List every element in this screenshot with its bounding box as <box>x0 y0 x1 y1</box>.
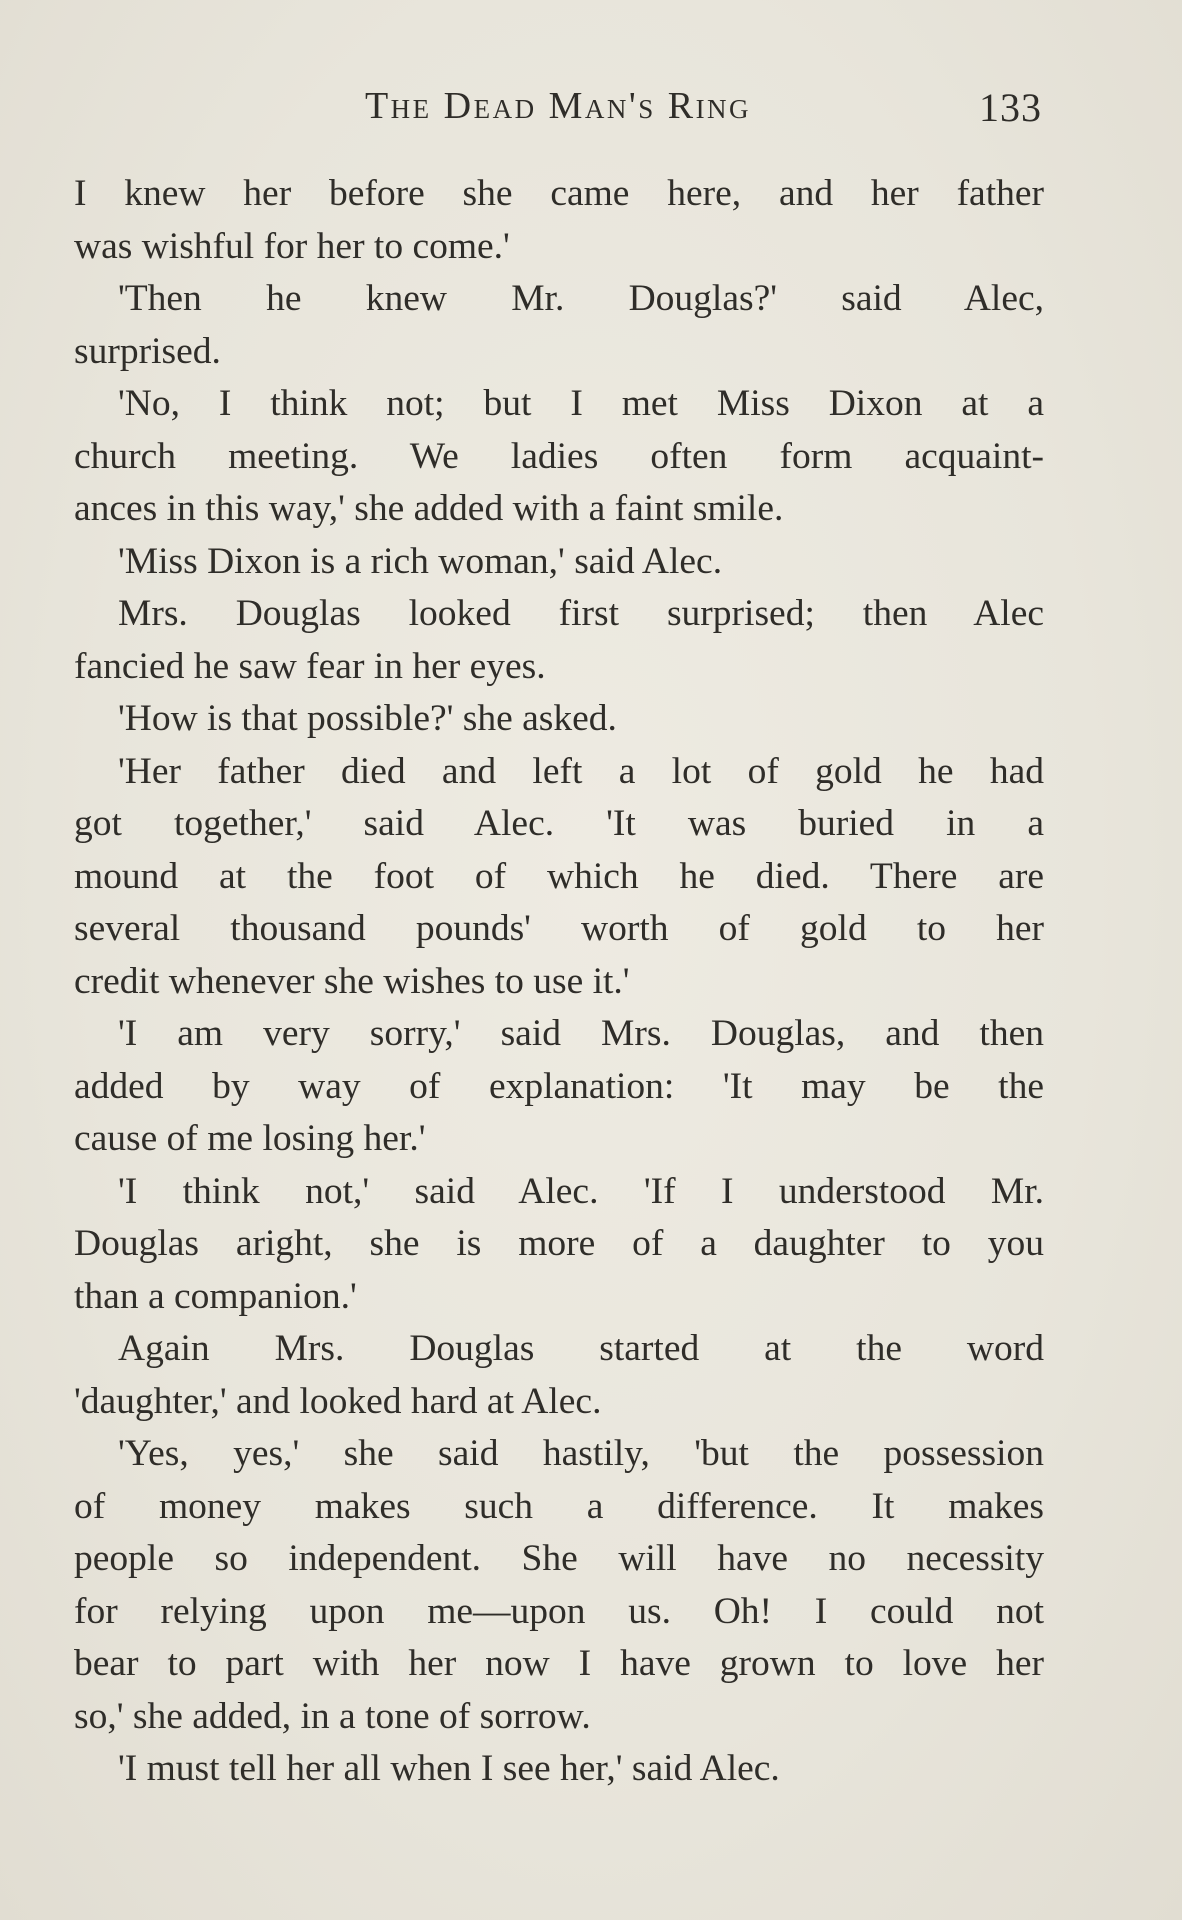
text-line: 'Her father died and left a lot of gold he had <box>118 750 1044 792</box>
text-line: bear to part with her now I have grown to love her <box>74 1643 1044 1684</box>
text-line: credit whenever she wishes to use it.' <box>74 960 630 1002</box>
text-line: ances in this way,' she added with a faint smile. <box>74 488 784 529</box>
text-line: 'daughter,' and looked hard at Alec. <box>74 1380 602 1422</box>
text-line: 'Then he knew Mr. Douglas?' said Alec, <box>118 278 1044 319</box>
text-line: mound at the foot of which he died. There are <box>74 855 1044 897</box>
text-line: for relying upon me—upon us. Oh! I could not <box>74 1590 1044 1632</box>
text-line: cause of me losing her.' <box>74 1118 426 1159</box>
text-line: 'I must tell her all when I see her,' said Alec. <box>118 1748 780 1789</box>
text-line: 'Yes, yes,' she said hastily, 'but the possession <box>118 1433 1044 1474</box>
text-line: 'Miss Dixon is a rich woman,' said Alec. <box>118 540 723 582</box>
text-line: than a companion.' <box>74 1275 357 1317</box>
text-line: 'I think not,' said Alec. 'If I understood Mr. <box>118 1170 1044 1212</box>
text-line: of money makes such a difference. It makes <box>74 1485 1044 1527</box>
body-text <box>74 168 1044 1796</box>
text-line: Again Mrs. Douglas started at the word <box>118 1328 1044 1369</box>
text-line: 'I am very sorry,' said Mrs. Douglas, and then <box>118 1013 1044 1054</box>
text-line: Mrs. Douglas looked first surprised; then Alec <box>118 593 1044 634</box>
text-line: several thousand pounds' worth of gold to her <box>74 908 1044 949</box>
text-line: fancied he saw fear in her eyes. <box>74 645 546 687</box>
text-line: 'How is that possible?' she asked. <box>118 698 617 739</box>
text-line: was wishful for her to come.' <box>74 225 510 267</box>
text-line: so,' she added, in a tone of sorrow. <box>74 1695 591 1737</box>
text-line: Douglas aright, she is more of a daughter to you <box>74 1223 1044 1264</box>
text-line: I knew her before she came here, and her father <box>74 173 1044 214</box>
text-line: surprised. <box>74 330 221 372</box>
text-line: people so independent. She will have no necessity <box>74 1538 1044 1579</box>
running-header <box>74 84 1042 144</box>
text-line: added by way of explanation: 'It may be the <box>74 1065 1044 1107</box>
text-line: church meeting. We ladies often form acquaint- <box>74 435 1044 477</box>
running-title: The Dead Man's Ring <box>364 85 752 127</box>
text-line: got together,' said Alec. 'It was buried in a <box>74 803 1044 844</box>
page-number: 133 <box>979 85 1042 130</box>
text-line: 'No, I think not; but I met Miss Dixon at a <box>118 383 1044 424</box>
